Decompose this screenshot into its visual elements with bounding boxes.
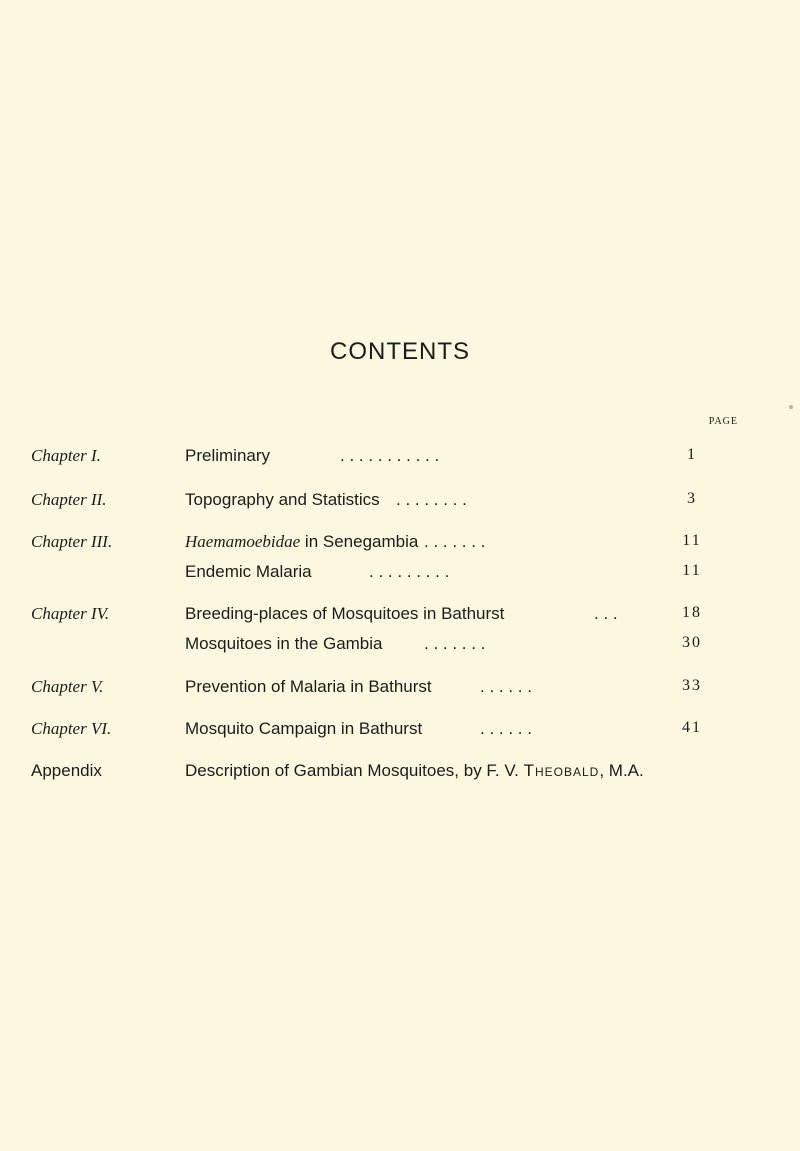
chapter-label: Chapter I. [31,446,101,465]
toc-entry[interactable] [0,532,800,556]
paper-speck [789,405,793,409]
entry-title: Prevention of Malaria in Bathurst [185,677,432,696]
toc-entry[interactable] [0,562,800,586]
entry-title: Topography and Statistics [185,490,380,509]
appendix-description [185,761,644,781]
toc-entry[interactable] [0,677,800,701]
page-number: 30 [682,634,702,651]
entry-title-rest: in Senegambia [300,532,419,551]
dot-leader: . . . . . . [480,719,532,738]
page-number: 41 [682,719,702,736]
entry-title: Endemic Malaria [185,562,312,581]
dot-leader: . . . . . . . . [396,490,467,509]
appendix-degree: , M.A. [599,761,644,780]
entry-title: Mosquitoes in the Gambia [185,634,383,653]
dot-leader: . . . . . . . . . . . [340,446,440,465]
entry-title: Preliminary [185,446,271,465]
dot-leader: . . . . . . [480,677,532,696]
toc-entry[interactable] [0,604,800,628]
page-number: 11 [682,562,702,579]
page-number: 33 [682,677,702,694]
dot-leader: . . . . . . . [424,634,486,653]
toc-appendix-entry[interactable] [0,761,800,785]
entry-title-italic: Haemamoebidae [185,532,301,551]
toc-entry[interactable] [0,446,800,470]
entry-title: Mosquito Campaign in Bathurst [185,719,423,738]
entry-title [185,532,418,552]
toc-entry[interactable] [0,490,800,514]
page-number: 18 [682,604,702,621]
entry-title: Breeding-places of Mosquitoes in Bathurst [185,604,505,623]
dot-leader: . . . . . . . . . [369,562,450,581]
chapter-label: Chapter IV. [31,604,110,623]
appendix-text: Description of Gambian Mosquitoes, by F. V. [185,761,524,780]
page-number: 11 [682,532,702,549]
chapter-label: Chapter III. [31,532,113,551]
dot-leader: . . . . . . . [424,532,486,551]
page-number: 1 [687,446,697,463]
page-column-label: PAGE [708,416,738,427]
chapter-label: Chapter VI. [31,719,112,738]
appendix-label: Appendix [31,761,102,780]
dot-leader: . . . [594,604,618,623]
chapter-label: Chapter II. [31,490,107,509]
page-number: 3 [687,490,697,507]
toc-entry[interactable] [0,634,800,658]
appendix-author: Theobald [523,761,600,780]
chapter-label: Chapter V. [31,677,104,696]
page-title: CONTENTS [330,338,470,365]
toc-entry[interactable] [0,719,800,743]
